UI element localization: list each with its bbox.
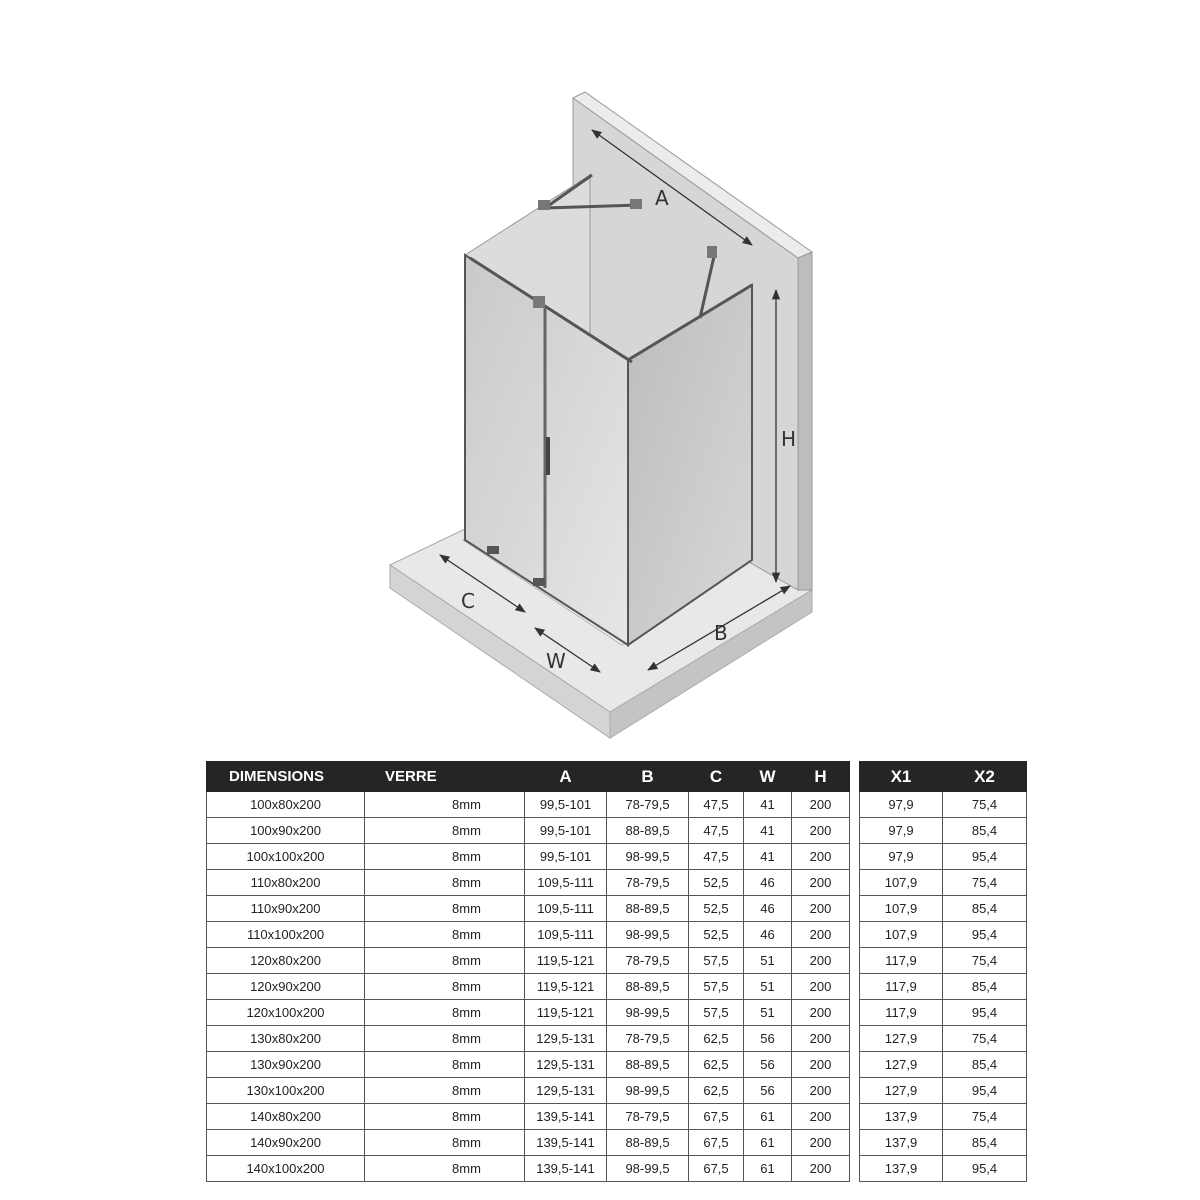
table-cell: 56	[744, 1026, 792, 1052]
table-cell: 119,5-121	[525, 1000, 607, 1026]
table-row	[207, 792, 850, 818]
table-cell: 110x100x200	[207, 922, 365, 948]
col-header: H	[792, 762, 850, 792]
table-cell: 52,5	[689, 922, 744, 948]
table-cell: 85,4	[943, 974, 1027, 1000]
table-cell: 127,9	[860, 1078, 943, 1104]
table-cell: 67,5	[689, 1130, 744, 1156]
table-cell: 129,5-131	[525, 1078, 607, 1104]
table-cell: 100x90x200	[207, 818, 365, 844]
table-cell: 46	[744, 870, 792, 896]
table-row	[207, 896, 850, 922]
table-cell: 75,4	[943, 1104, 1027, 1130]
table-cell: 78-79,5	[607, 948, 689, 974]
col-header: VERRE	[365, 762, 525, 792]
table-cell: 98-99,5	[607, 1078, 689, 1104]
table-row	[207, 974, 850, 1000]
table-row	[207, 870, 850, 896]
table-cell: 130x80x200	[207, 1026, 365, 1052]
table-cell: 8mm	[365, 974, 525, 1000]
table-cell: 85,4	[943, 818, 1027, 844]
table-cell: 57,5	[689, 948, 744, 974]
table-cell: 88-89,5	[607, 818, 689, 844]
table-cell: 61	[744, 1156, 792, 1182]
table-cell: 47,5	[689, 818, 744, 844]
table-cell: 8mm	[365, 922, 525, 948]
table-cell: 140x90x200	[207, 1130, 365, 1156]
col-header: A	[525, 762, 607, 792]
table-cell: 200	[792, 922, 850, 948]
table-row	[207, 1078, 850, 1104]
table-row	[860, 974, 1027, 1000]
table-cell: 75,4	[943, 870, 1027, 896]
table-cell: 200	[792, 870, 850, 896]
table-row	[860, 1000, 1027, 1026]
col-header: W	[744, 762, 792, 792]
table-cell: 95,4	[943, 1156, 1027, 1182]
table-cell: 99,5-101	[525, 818, 607, 844]
table-cell: 78-79,5	[607, 1026, 689, 1052]
col-header: B	[607, 762, 689, 792]
table-cell: 200	[792, 1052, 850, 1078]
table-cell: 78-79,5	[607, 1104, 689, 1130]
table-cell: 130x90x200	[207, 1052, 365, 1078]
table-row	[860, 792, 1027, 818]
table-cell: 200	[792, 1104, 850, 1130]
table-cell: 120x80x200	[207, 948, 365, 974]
table-cell: 8mm	[365, 1026, 525, 1052]
table-cell: 8mm	[365, 792, 525, 818]
table-cell: 117,9	[860, 948, 943, 974]
table-cell: 100x80x200	[207, 792, 365, 818]
table-cell: 8mm	[365, 870, 525, 896]
table-cell: 88-89,5	[607, 896, 689, 922]
table-cell: 88-89,5	[607, 1052, 689, 1078]
table-cell: 8mm	[365, 1104, 525, 1130]
table-cell: 75,4	[943, 792, 1027, 818]
table-row	[860, 1052, 1027, 1078]
table-cell: 97,9	[860, 792, 943, 818]
table-row	[207, 818, 850, 844]
table-cell: 56	[744, 1078, 792, 1104]
table-cell: 129,5-131	[525, 1052, 607, 1078]
table-cell: 98-99,5	[607, 1156, 689, 1182]
table-cell: 95,4	[943, 844, 1027, 870]
table-cell: 75,4	[943, 1026, 1027, 1052]
table-cell: 62,5	[689, 1052, 744, 1078]
table-cell: 8mm	[365, 948, 525, 974]
table-cell: 51	[744, 1000, 792, 1026]
table-cell: 8mm	[365, 1078, 525, 1104]
table-cell: 8mm	[365, 1130, 525, 1156]
table-cell: 110x90x200	[207, 896, 365, 922]
table-cell: 8mm	[365, 844, 525, 870]
table-row	[860, 1104, 1027, 1130]
table-cell: 127,9	[860, 1052, 943, 1078]
table-row	[207, 1156, 850, 1182]
table-cell: 57,5	[689, 1000, 744, 1026]
table-cell: 46	[744, 896, 792, 922]
table-row	[860, 818, 1027, 844]
table-row	[207, 1052, 850, 1078]
col-header: DIMENSIONS	[207, 762, 365, 792]
table-cell: 52,5	[689, 896, 744, 922]
table-cell: 67,5	[689, 1104, 744, 1130]
table-cell: 140x80x200	[207, 1104, 365, 1130]
table-cell: 95,4	[943, 922, 1027, 948]
table-cell: 8mm	[365, 818, 525, 844]
table-cell: 85,4	[943, 896, 1027, 922]
table-cell: 98-99,5	[607, 1000, 689, 1026]
table-cell: 127,9	[860, 1026, 943, 1052]
table-cell: 97,9	[860, 844, 943, 870]
table-cell: 109,5-111	[525, 922, 607, 948]
table-cell: 119,5-121	[525, 974, 607, 1000]
table-cell: 98-99,5	[607, 922, 689, 948]
table-cell: 56	[744, 1052, 792, 1078]
table-cell: 107,9	[860, 870, 943, 896]
table-cell: 61	[744, 1104, 792, 1130]
table-cell: 67,5	[689, 1156, 744, 1182]
table-cell: 95,4	[943, 1000, 1027, 1026]
col-header: X1	[860, 762, 943, 792]
label-a: A	[655, 186, 669, 210]
table-cell: 120x90x200	[207, 974, 365, 1000]
table-cell: 51	[744, 948, 792, 974]
table-cell: 41	[744, 792, 792, 818]
table-cell: 46	[744, 922, 792, 948]
table-row	[207, 1000, 850, 1026]
table-cell: 200	[792, 1156, 850, 1182]
table-row	[860, 948, 1027, 974]
table-cell: 88-89,5	[607, 974, 689, 1000]
table-cell: 99,5-101	[525, 792, 607, 818]
table-cell: 200	[792, 896, 850, 922]
table-cell: 97,9	[860, 818, 943, 844]
table-cell: 110x80x200	[207, 870, 365, 896]
table-cell: 117,9	[860, 974, 943, 1000]
table-row	[860, 844, 1027, 870]
table-cell: 109,5-111	[525, 870, 607, 896]
table-cell: 8mm	[365, 1156, 525, 1182]
table-cell: 140x100x200	[207, 1156, 365, 1182]
table-row	[207, 1026, 850, 1052]
table-cell: 120x100x200	[207, 1000, 365, 1026]
table-cell: 57,5	[689, 974, 744, 1000]
table-cell: 75,4	[943, 948, 1027, 974]
table-cell: 95,4	[943, 1078, 1027, 1104]
table-cell: 137,9	[860, 1130, 943, 1156]
table-cell: 130x100x200	[207, 1078, 365, 1104]
table-cell: 139,5-141	[525, 1156, 607, 1182]
table-cell: 109,5-111	[525, 896, 607, 922]
table-row	[860, 922, 1027, 948]
table-cell: 200	[792, 792, 850, 818]
table-row	[207, 1104, 850, 1130]
table-cell: 88-89,5	[607, 1130, 689, 1156]
col-header: X2	[943, 762, 1027, 792]
table-row	[207, 922, 850, 948]
table-cell: 52,5	[689, 870, 744, 896]
table-cell: 107,9	[860, 896, 943, 922]
table-cell: 200	[792, 1130, 850, 1156]
table-cell: 41	[744, 818, 792, 844]
table-row	[207, 948, 850, 974]
label-b: B	[714, 621, 728, 645]
table-cell: 137,9	[860, 1104, 943, 1130]
table-row	[860, 1078, 1027, 1104]
table-cell: 62,5	[689, 1026, 744, 1052]
table-cell: 139,5-141	[525, 1104, 607, 1130]
table-cell: 117,9	[860, 1000, 943, 1026]
table-cell: 8mm	[365, 896, 525, 922]
label-h: H	[781, 427, 797, 451]
table-row	[860, 1130, 1027, 1156]
table-cell: 61	[744, 1130, 792, 1156]
label-c: C	[461, 589, 475, 613]
x-dimensions-table	[859, 761, 1027, 1182]
table-row	[207, 844, 850, 870]
table-cell: 47,5	[689, 792, 744, 818]
table-row	[860, 1026, 1027, 1052]
table-cell: 85,4	[943, 1130, 1027, 1156]
table-row	[860, 1156, 1027, 1182]
table-row	[860, 896, 1027, 922]
table-cell: 78-79,5	[607, 792, 689, 818]
table-header-row	[860, 762, 1027, 792]
col-header: C	[689, 762, 744, 792]
table-cell: 200	[792, 818, 850, 844]
table-cell: 99,5-101	[525, 844, 607, 870]
table-cell: 62,5	[689, 1078, 744, 1104]
table-cell: 200	[792, 844, 850, 870]
dimensions-table	[206, 761, 850, 1182]
table-cell: 139,5-141	[525, 1130, 607, 1156]
table-cell: 100x100x200	[207, 844, 365, 870]
table-header-row	[207, 762, 850, 792]
table-cell: 8mm	[365, 1000, 525, 1026]
table-cell: 129,5-131	[525, 1026, 607, 1052]
label-w: W	[546, 649, 566, 673]
table-cell: 200	[792, 974, 850, 1000]
table-cell: 200	[792, 1026, 850, 1052]
table-cell: 137,9	[860, 1156, 943, 1182]
table-cell: 98-99,5	[607, 844, 689, 870]
table-cell: 200	[792, 1078, 850, 1104]
table-cell: 41	[744, 844, 792, 870]
table-cell: 85,4	[943, 1052, 1027, 1078]
table-row	[860, 870, 1027, 896]
table-cell: 200	[792, 1000, 850, 1026]
table-cell: 107,9	[860, 922, 943, 948]
table-cell: 78-79,5	[607, 870, 689, 896]
table-cell: 51	[744, 974, 792, 1000]
table-cell: 8mm	[365, 1052, 525, 1078]
table-cell: 119,5-121	[525, 948, 607, 974]
table-row	[207, 1130, 850, 1156]
table-cell: 200	[792, 948, 850, 974]
table-cell: 47,5	[689, 844, 744, 870]
